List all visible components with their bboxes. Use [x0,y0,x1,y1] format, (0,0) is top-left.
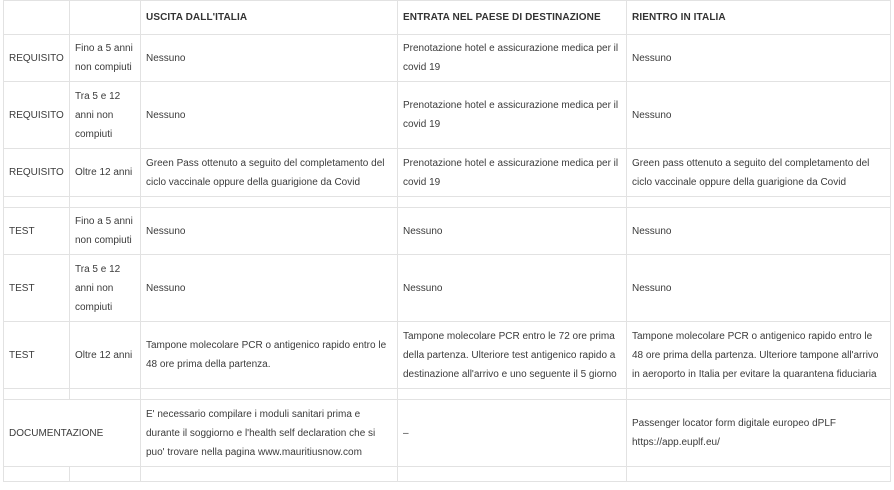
row-return: Passenger locator form digitale europeo dPLF https://app.euplf.eu/ [627,400,891,467]
row-exit: Tampone molecolare PCR o antigenico rapido entro le 48 ore prima della partenza. [141,322,398,389]
spacer-cell [141,389,398,400]
row-age: Tra 5 e 12 anni non compiuti [70,255,141,322]
row-return: Green pass ottenuto a seguito del completamento del ciclo vaccinale oppure della guarigione da Covid [627,149,891,197]
header-return-italy: RIENTRO IN ITALIA [627,1,891,35]
spacer-cell [4,389,70,400]
table-row [4,35,891,82]
row-age: Oltre 12 anni [70,322,141,389]
row-exit: Nessuno [141,35,398,82]
row-entry: Nessuno [398,255,627,322]
row-entry: Tampone molecolare PCR entro le 72 ore prima della partenza. Ulteriore test antigenico rapido a destinazione all'arrivo e uno seguente il 5 giorno [398,322,627,389]
header-entry-destination: ENTRATA NEL PAESE DI DESTINAZIONE [398,1,627,35]
spacer-cell [70,467,141,482]
row-type: REQUISITO [4,35,70,82]
row-type: DOCUMENTAZIONE [4,400,141,467]
table-header-row [4,1,891,35]
row-age: Oltre 12 anni [70,149,141,197]
table-row [4,322,891,389]
header-exit-italy: USCITA DALL'ITALIA [141,1,398,35]
row-entry: Nessuno [398,208,627,255]
row-exit: Nessuno [141,82,398,149]
spacer-cell [4,467,70,482]
spacer-cell [141,197,398,208]
header-cell-blank [70,1,141,35]
row-type: REQUISITO [4,149,70,197]
travel-requirements-table [3,0,891,482]
row-return: Nessuno [627,82,891,149]
table-row [4,149,891,197]
header-cell-blank [4,1,70,35]
row-age: Fino a 5 anni non compiuti [70,35,141,82]
row-entry: Prenotazione hotel e assicurazione medica per il covid 19 [398,35,627,82]
row-return: Tampone molecolare PCR o antigenico rapido entro le 48 ore prima della partenza. Ulteriore tampone all'arrivo in aeroporto in Italia per evitare la quarantena fiduciaria [627,322,891,389]
row-exit: Nessuno [141,255,398,322]
row-age: Tra 5 e 12 anni non compiuti [70,82,141,149]
row-entry: Prenotazione hotel e assicurazione medica per il covid 19 [398,82,627,149]
table-spacer-row [4,197,891,208]
table-spacer-row [4,389,891,400]
table-spacer-row [4,467,891,482]
row-type: REQUISITO [4,82,70,149]
row-return: Nessuno [627,255,891,322]
row-age: Fino a 5 anni non compiuti [70,208,141,255]
table-row [4,400,891,467]
spacer-cell [398,197,627,208]
row-exit: Nessuno [141,208,398,255]
spacer-cell [4,197,70,208]
row-type: TEST [4,208,70,255]
table-row [4,255,891,322]
table-row [4,82,891,149]
spacer-cell [141,467,398,482]
spacer-cell [627,197,891,208]
row-exit: Green Pass ottenuto a seguito del completamento del ciclo vaccinale oppure della guarigione da Covid [141,149,398,197]
row-entry: – [398,400,627,467]
row-return: Nessuno [627,35,891,82]
row-exit: E' necessario compilare i moduli sanitari prima e durante il soggiorno e l'health self declaration che si puo' trovare nella pagina www.mauritiusnow.com [141,400,398,467]
spacer-cell [398,389,627,400]
row-entry: Prenotazione hotel e assicurazione medica per il covid 19 [398,149,627,197]
table-row [4,208,891,255]
row-return: Nessuno [627,208,891,255]
spacer-cell [627,467,891,482]
spacer-cell [398,467,627,482]
row-type: TEST [4,255,70,322]
row-type: TEST [4,322,70,389]
spacer-cell [627,389,891,400]
spacer-cell [70,389,141,400]
spacer-cell [70,197,141,208]
